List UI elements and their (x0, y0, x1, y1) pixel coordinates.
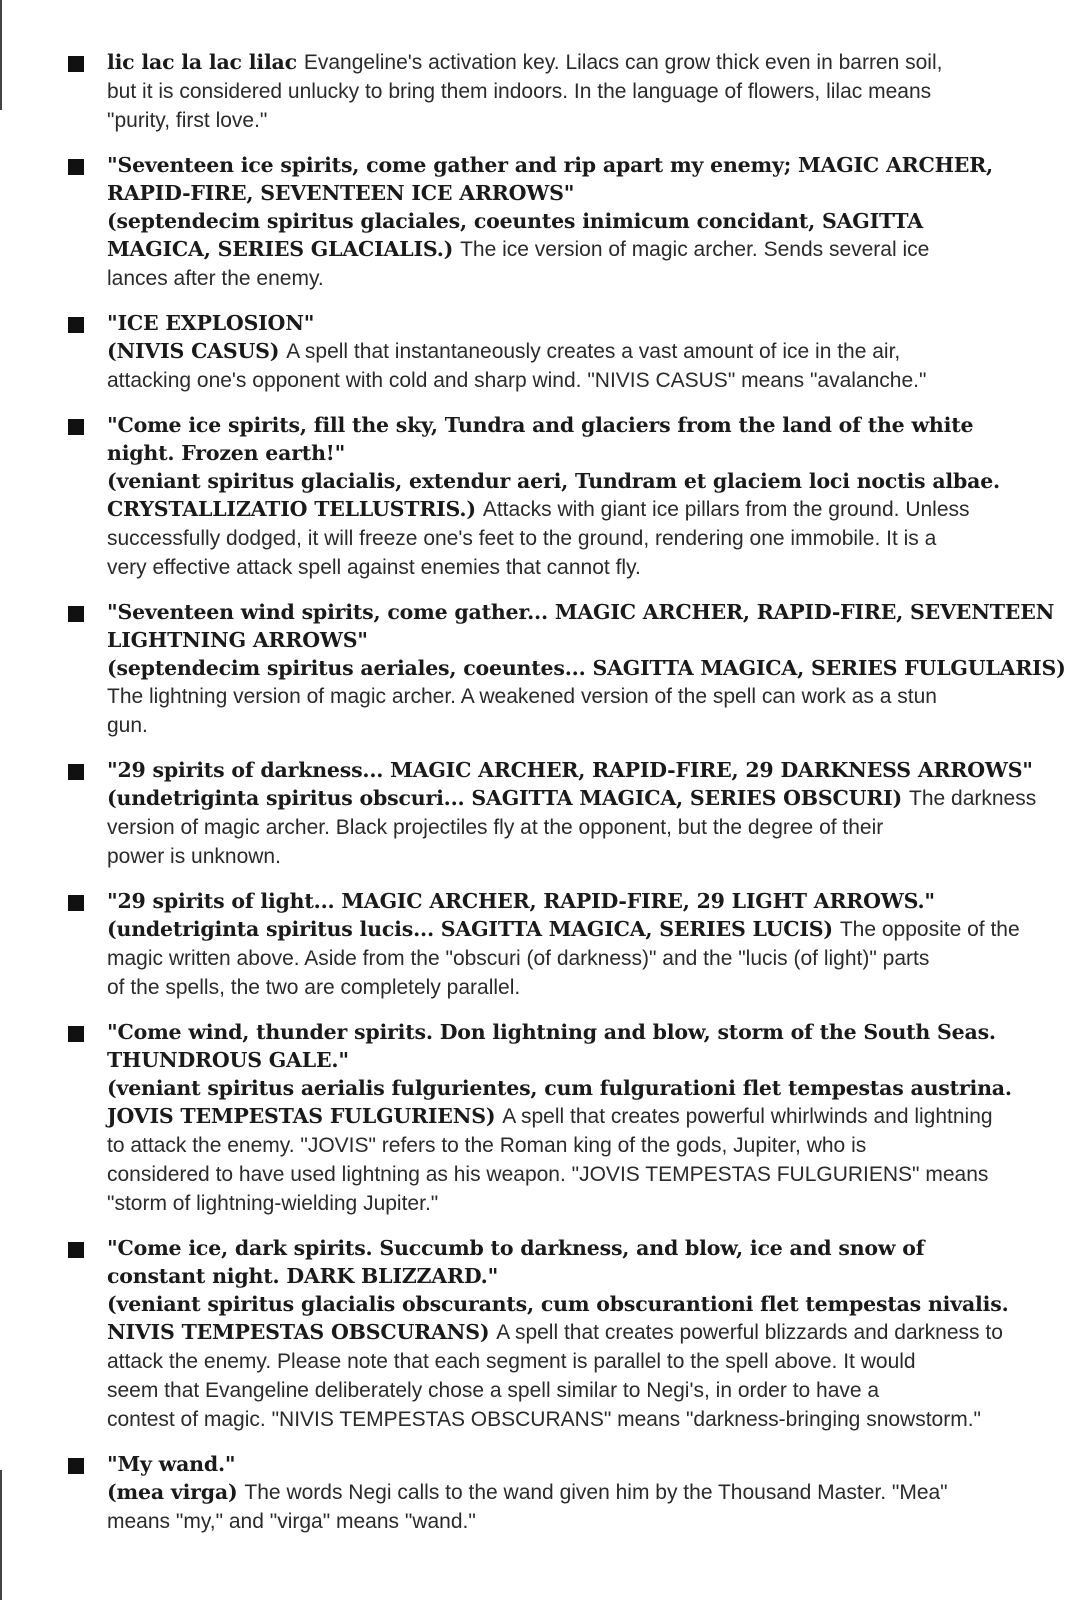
description-text: attack the enemy. Please note that each segment is parallel to the spell above. It would (107, 1350, 916, 1373)
spell-name-text: "My wand." (107, 1452, 236, 1476)
spell-name-text: CRYSTALLIZATIO TELLUSTRIS.) (107, 497, 483, 521)
spell-name-text: (septendecim spiritus aeriales, coeuntes... SAGITTA MAGICA, SERIES FULGULARIS) (107, 656, 1066, 680)
description-text: The ice version of magic archer. Sends several ice (460, 238, 930, 261)
entry-line (107, 1018, 1008, 1046)
glossary-entry (0, 598, 1068, 740)
square-bullet-icon (68, 1026, 84, 1042)
entry-line (107, 1160, 1008, 1189)
spell-name-text: RAPID-FIRE, SEVENTEEN ICE ARROWS" (107, 181, 575, 205)
spell-name-text: (undetriginta spiritus obscuri... SAGITTA MAGICA, SERIES OBSCURI) (107, 786, 909, 810)
spell-name-text: (veniant spiritus glacialis, extendur aeri, Tundram et glaciem loci noctis albae. (107, 469, 1000, 493)
entry-line (107, 915, 1020, 944)
glossary-entry (0, 309, 1068, 395)
entry-line (107, 495, 1008, 524)
entry-line (107, 1405, 1008, 1434)
spell-name-text: (septendecim spiritus glaciales, coeuntes inimicum concidant, SAGITTA (107, 209, 923, 233)
entry-line (107, 411, 1008, 439)
entry-line (107, 1131, 1008, 1160)
description-text: The darkness (909, 787, 1037, 810)
spell-name-text: "29 spirits of darkness... MAGIC ARCHER, RAPID-FIRE, 29 DARKNESS ARROWS" (107, 758, 1033, 782)
entry-line (107, 1507, 1008, 1536)
description-text: of the spells, the two are completely parallel. (107, 976, 521, 999)
entry-line (107, 48, 1008, 77)
entry-line (107, 682, 1008, 711)
entry-line (107, 784, 1037, 813)
entry-line (107, 235, 1008, 264)
square-bullet-icon (68, 159, 84, 175)
square-bullet-icon (68, 317, 84, 333)
spell-name-text: (veniant spiritus glacialis obscurants, cum obscurantioni flet tempestas nivalis. (107, 1292, 1009, 1316)
entry-line (107, 106, 1008, 135)
spell-name-text: "Come ice, dark spirits. Succumb to darkness, and blow, ice and snow of (107, 1236, 925, 1260)
spell-name-text: JOVIS TEMPESTAS FULGURIENS) (107, 1104, 503, 1128)
entry-line (107, 77, 1008, 106)
entry-line (107, 553, 1008, 582)
description-text: but it is considered unlucky to bring them indoors. In the language of flowers, lilac means (107, 80, 932, 103)
entry-line (107, 1290, 1008, 1318)
glossary-page (0, 48, 1068, 1552)
entry-line (107, 887, 1008, 915)
entry-line (107, 842, 1008, 871)
glossary-entry (0, 1234, 1068, 1434)
spell-name-text: "29 spirits of light... MAGIC ARCHER, RAPID-FIRE, 29 LIGHT ARROWS." (107, 889, 935, 913)
description-text: A spell that creates powerful whirlwinds and lightning (502, 1105, 993, 1128)
spell-name-text: "ICE EXPLOSION" (107, 311, 315, 335)
spell-name-text: MAGICA, SERIES GLACIALIS.) (107, 237, 461, 261)
description-text: The lightning version of magic archer. A weakened version of the spell can work as a stun (107, 685, 937, 708)
description-text: power is unknown. (107, 845, 281, 868)
entry-line (107, 626, 1008, 654)
spell-name-text: "Come wind, thunder spirits. Don lightning and blow, storm of the South Seas. (107, 1020, 996, 1044)
description-text: A spell that creates powerful blizzards and darkness to (496, 1321, 1003, 1344)
square-bullet-icon (68, 1458, 84, 1474)
description-text: attacking one's opponent with cold and sharp wind. "NIVIS CASUS" means "avalanche." (107, 369, 927, 392)
description-text: lances after the enemy. (107, 267, 324, 290)
description-text: "purity, first love." (107, 109, 268, 132)
square-bullet-icon (68, 764, 84, 780)
entry-line (107, 973, 1008, 1002)
entry-line (107, 1262, 1008, 1290)
entry-line (107, 366, 1008, 395)
entry-line (107, 1347, 1008, 1376)
spell-name-text: THUNDROUS GALE." (107, 1048, 349, 1072)
description-text: gun. (107, 714, 148, 737)
entry-line (107, 711, 1008, 740)
entry-line (107, 1450, 1008, 1478)
glossary-entry (0, 48, 1068, 135)
spell-name-text: (veniant spiritus aerialis fulgurientes, cum fulgurationi flet tempestas austrina. (107, 1076, 1012, 1100)
spell-name-text: night. Frozen earth!" (107, 441, 346, 465)
glossary-entry (0, 151, 1068, 293)
entry-line (107, 1376, 1008, 1405)
entry-line (107, 654, 1066, 682)
entry-line (107, 1234, 1008, 1262)
glossary-entry (0, 411, 1068, 582)
description-text: contest of magic. "NIVIS TEMPESTAS OBSCURANS" means "darkness-bringing snowstorm." (107, 1408, 982, 1431)
description-text: means "my," and "virga" means "wand." (107, 1510, 476, 1533)
glossary-entry (0, 1450, 1068, 1536)
description-text: to attack the enemy. "JOVIS" refers to the Roman king of the gods, Jupiter, who is (107, 1134, 867, 1157)
spell-name-text: lic lac la lac lilac (107, 50, 304, 74)
entry-line (107, 264, 1008, 293)
square-bullet-icon (68, 1242, 84, 1258)
entry-line (107, 1318, 1008, 1347)
entry-line (107, 944, 1008, 973)
square-bullet-icon (68, 606, 84, 622)
description-text: A spell that instantaneously creates a vast amount of ice in the air, (286, 340, 901, 363)
entry-line (107, 1074, 1012, 1102)
entry-line (107, 1478, 1008, 1507)
description-text: seem that Evangeline deliberately chose a spell similar to Negi's, in order to have a (107, 1379, 880, 1402)
square-bullet-icon (68, 419, 84, 435)
spell-name-text: NIVIS TEMPESTAS OBSCURANS) (107, 1320, 497, 1344)
entry-line (107, 756, 1033, 784)
spell-name-text: "Come ice spirits, fill the sky, Tundra and glaciers from the land of the white (107, 413, 974, 437)
entry-line (107, 309, 1008, 337)
spell-name-text: constant night. DARK BLIZZARD." (107, 1264, 499, 1288)
description-text: very effective attack spell against enemies that cannot fly. (107, 556, 641, 579)
square-bullet-icon (68, 56, 84, 72)
spell-name-text: "Seventeen wind spirits, come gather... MAGIC ARCHER, RAPID-FIRE, SEVENTEEN (107, 600, 1055, 624)
square-bullet-icon (68, 895, 84, 911)
spell-name-text: (undetriginta spiritus lucis... SAGITTA MAGICA, SERIES LUCIS) (107, 917, 840, 941)
entry-line (107, 813, 1008, 842)
entry-line (107, 467, 1008, 495)
description-text: magic written above. Aside from the "obscuri (of darkness)" and the "lucis (of light)" parts (107, 947, 930, 970)
description-text: The opposite of the (839, 918, 1020, 941)
description-text: Attacks with giant ice pillars from the ground. Unless (482, 498, 970, 521)
spell-name-text: LIGHTNING ARROWS" (107, 628, 368, 652)
spell-name-text: (NIVIS CASUS) (107, 339, 287, 363)
description-text: "storm of lightning-wielding Jupiter." (107, 1192, 439, 1215)
entry-line (107, 524, 1008, 553)
glossary-entry (0, 1018, 1068, 1218)
entry-line (107, 151, 1008, 179)
entry-line (107, 439, 1008, 467)
glossary-entry (0, 756, 1068, 871)
entry-line (107, 179, 1008, 207)
entry-line (107, 1189, 1008, 1218)
entry-line (107, 207, 1008, 235)
entry-line (107, 598, 1055, 626)
description-text: successfully dodged, it will freeze one's feet to the ground, rendering one immobile. It is a (107, 527, 937, 550)
spell-name-text: (mea virga) (107, 1480, 245, 1504)
entry-line (107, 337, 1008, 366)
description-text: Evangeline's activation key. Lilacs can grow thick even in barren soil, (303, 51, 943, 74)
entry-line (107, 1046, 1008, 1074)
description-text: The words Negi calls to the wand given him by the Thousand Master. "Mea" (244, 1481, 948, 1504)
glossary-entry (0, 887, 1068, 1002)
description-text: considered to have used lightning as his weapon. "JOVIS TEMPESTAS FULGURIENS" means (107, 1163, 989, 1186)
description-text: version of magic archer. Black projectiles fly at the opponent, but the degree of their (107, 816, 884, 839)
spell-name-text: "Seventeen ice spirits, come gather and rip apart my enemy; MAGIC ARCHER, (107, 153, 993, 177)
entry-line (107, 1102, 1008, 1131)
